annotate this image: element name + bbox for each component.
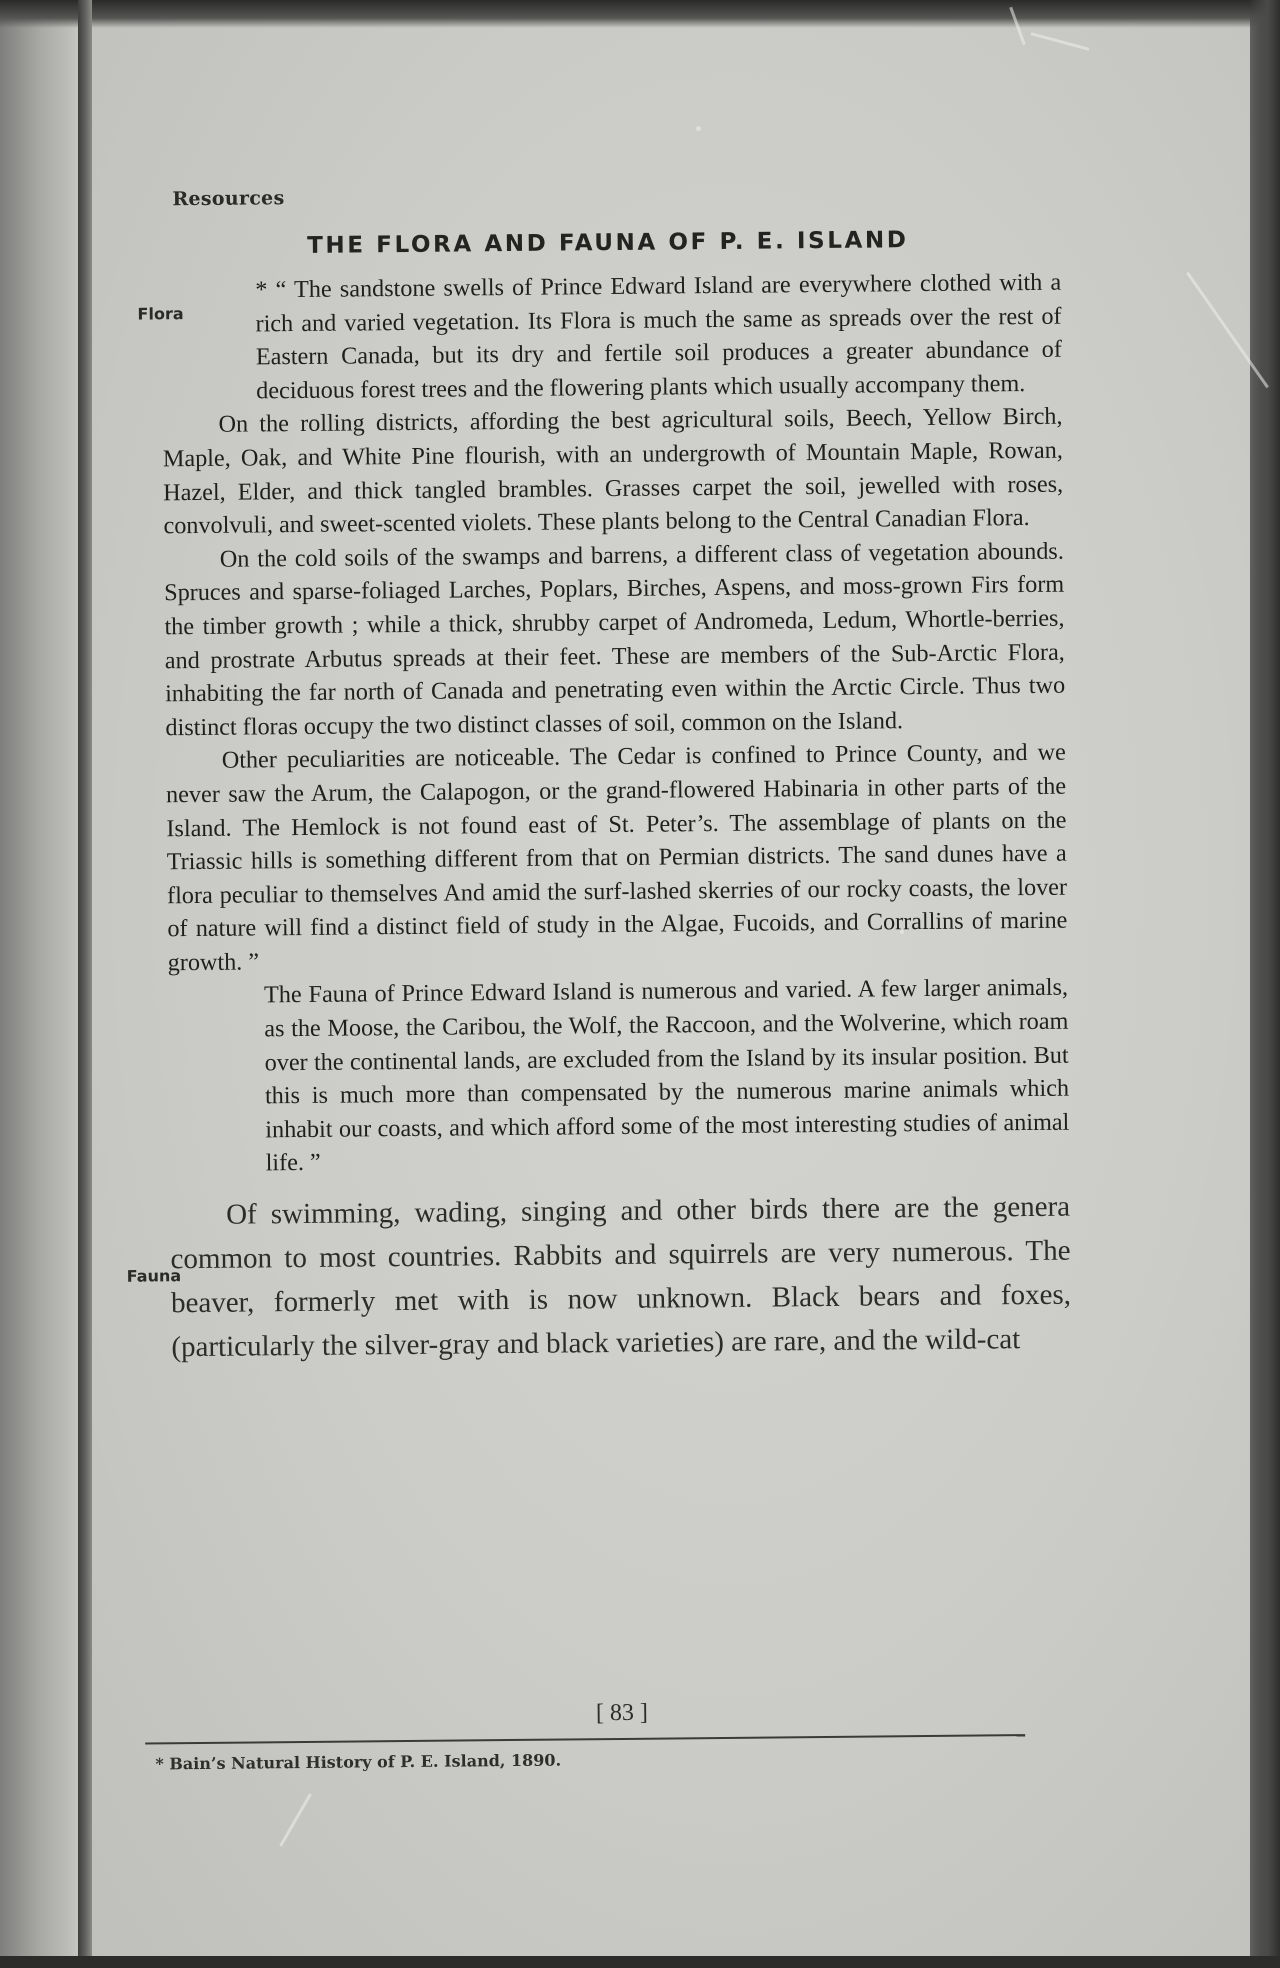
bottom-margin-shadow	[0, 1956, 1280, 1968]
margin-note-fauna: Fauna	[126, 1266, 182, 1286]
body-text	[161, 266, 1071, 1370]
footnote: * Bain’s Natural History of P. E. Island, 1890.	[155, 1750, 562, 1774]
top-margin-shadow	[0, 0, 1280, 28]
page-number: [ 83 ]	[595, 1699, 649, 1727]
paragraph-cold-soils: On the cold soils of the swamps and barrens, a different class of vegetation abounds. Spruces and sparse-foliaged Larches, Poplars, Birches, Aspens, and moss-grown Firs form the timber growth ; while a thick, shrubby carpet of Andromeda, Ledum, Whortle-berries, and prostrate Arbutus spreads at their feet. These are members of the Sub-Arctic Flora, inhabiting the far north of Canada and penetrating even within the Arctic Circle. Thus two distinct floras occupy the two distinct classes of soil, common on the Island.	[164, 537, 1066, 742]
paragraph-rolling-districts: On the rolling districts, affording the best agricultural soils, Beech, Yellow Birch, Maple, Oak, and White Pine flourish, with an undergrowth of Mountain Maple, Rowan, Hazel, Elder, and thick tangled brambles. Grasses carpet the soil, jewelled with roses, convolvuli, and sweet-scented violets. These plants belong to the Central Canadian Flora.	[162, 403, 1064, 540]
running-head: Resources	[172, 187, 285, 211]
scratch-mark	[696, 126, 701, 131]
footnote-rule	[145, 1734, 1025, 1744]
paragraph-flora-intro: * “ The sandstone swells of Prince Edward Island are everywhere clothed with a rich and varied vegetation. Its Flora is much the same as spreads over the rest of Eastern Canada, but its dry and fertile soil produces a greater abundance of deciduous forest trees and the flowering plants which usually accompany them.	[255, 268, 1063, 405]
paragraph-fauna: The Fauna of Prince Edward Island is numerous and varied. A few larger animals, as the Moose, the Caribou, the Wolf, the Raccoon, and the Wolverine, which roam over the continental lands, are excluded from the Island by its insular position. But this is much more than compensated by the numerous marine animals which inhabit our coasts, and which afford some of the most interesting studies of animal life. ”	[263, 974, 1070, 1177]
page-edge-shadow	[1250, 0, 1280, 1968]
printed-text-block	[126, 176, 1088, 1805]
paragraph-birds: Of swimming, wading, singing and other birds there are the genera common to most countries. Rabbits and squirrels are very numerous. The beaver, formerly met with is now unknown. Black bears and foxes, (particularly the silver-gray and black varieties) are rare, and the wild-cat	[170, 1190, 1072, 1364]
book-spine	[78, 0, 92, 1968]
page-title: THE FLORA AND FAUNA OF P. E. ISLAND	[307, 227, 909, 259]
margin-note-flora: Flora	[137, 304, 184, 324]
paragraph-peculiarities: Other peculiarities are noticeable. The Cedar is confined to Prince County, and we never saw the Arum, the Calapogon, or the grand-flowered Habinaria in other parts of the Island. The Hemlock is not found east of St. Peter’s. The assemblage of plants on the Triassic hills is something different from that on Permian districts. The sand dunes have a flora peculiar to themselves And amid the surf-lashed skerries of our rocky coasts, the lover of nature will find a distinct field of study in the Algae, Fucoids, and Corrallins of marine growth. ”	[165, 738, 1068, 977]
